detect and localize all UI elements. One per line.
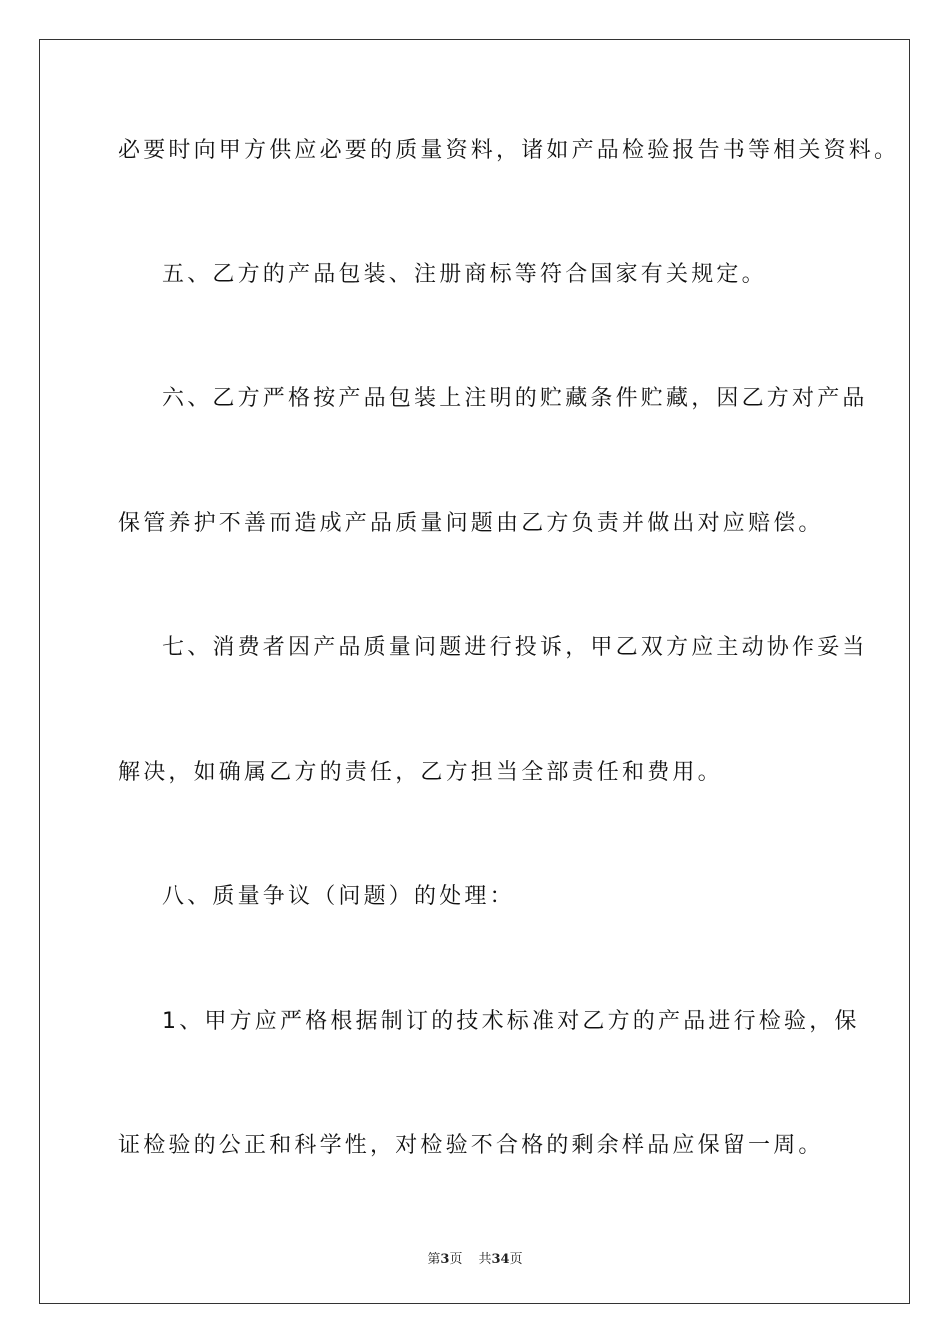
total-prefix: 共 xyxy=(478,1252,492,1267)
paragraph-line-1: 必要时向甲方供应必要的质量资料，诸如产品检验报告书等相关资料。 xyxy=(118,138,900,163)
paragraph-line-6: 解决，如确属乙方的责任，乙方担当全部责任和费用。 xyxy=(118,760,723,785)
page-prefix: 第 xyxy=(427,1252,441,1267)
paragraph-line-2: 五、乙方的产品包装、注册商标等符合国家有关规定。 xyxy=(162,262,767,287)
paragraph-line-7: 八、质量争议（问题）的处理： xyxy=(162,884,515,909)
paragraph-line-3: 六、乙方严格按产品包装上注明的贮藏条件贮藏，因乙方对产品 xyxy=(162,386,868,411)
paragraph-line-8: 1、甲方应严格根据制订的技术标准对乙方的产品进行检验，保 xyxy=(162,1009,860,1034)
total-suffix: 页 xyxy=(509,1252,523,1267)
paragraph-line-4: 保管养护不善而造成产品质量问题由乙方负责并做出对应赔偿。 xyxy=(118,511,824,536)
page-suffix: 页 xyxy=(449,1252,463,1267)
page-number: 3 xyxy=(440,1252,450,1267)
paragraph-line-9: 证检验的公正和科学性，对检验不合格的剩余样品应保留一周。 xyxy=(118,1133,824,1158)
page-border xyxy=(39,39,910,1304)
page-footer xyxy=(0,1248,950,1267)
total-pages: 34 xyxy=(491,1252,510,1267)
paragraph-line-5: 七、消费者因产品质量问题进行投诉，甲乙双方应主动协作妥当 xyxy=(162,635,868,660)
